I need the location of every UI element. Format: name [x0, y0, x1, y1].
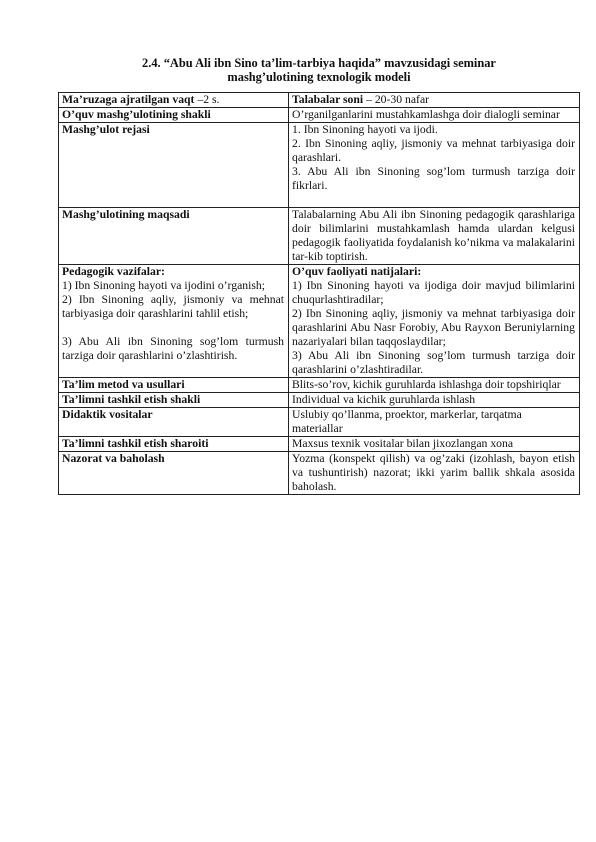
page-title — [58, 56, 580, 84]
row-value: Yozma (konspekt qilish) va og’zaki (izohlash, bayon etish va tushuntirish) nazorat; ikki yarim ballik shkala asosida baholash. — [289, 452, 580, 495]
list-item: 3) Abu Ali ibn Sinoning sog’lom turmush tarziga doir qarashlarini o’zlashtirish. — [62, 335, 284, 362]
table-row — [59, 393, 580, 408]
tasks-heading: Pedagogik vazifalar: — [62, 265, 165, 278]
spacer — [62, 321, 284, 335]
row-value: Uslubiy qo’llanma, proektor, markerlar, tarqatma materiallar — [289, 408, 580, 437]
table-row — [59, 123, 580, 208]
row-label: Nazorat va baholash — [59, 452, 289, 495]
time-value: –2 s. — [194, 93, 220, 106]
list-item: 2) Ibn Sinoning aqliy, jismoniy va mehnat tarbiyasiga doir qarashlarini tahlil etish; — [62, 293, 284, 320]
row-label: Mashg’ulot rejasi — [59, 123, 289, 208]
title-line-1: 2.4. “Abu Ali ibn Sino ta’lim-tarbiya haqida” mavzusidagi seminar — [142, 56, 496, 70]
list-item: 3) Abu Ali ibn Sinoning sog’lom turmush tarziga doir qarashlarini o’zlashtiradilar. — [292, 349, 575, 376]
table-row — [59, 452, 580, 495]
lesson-model-table — [58, 92, 580, 495]
list-item: 2. Ibn Sinoning aqliy, jismoniy va mehnat tarbiyasiga doir qarashlari. — [292, 137, 575, 164]
row-value: Maxsus texnik vositalar bilan jixozlangan xona — [289, 437, 580, 452]
table-row — [59, 108, 580, 123]
row-label: Ta’limni tashkil etish shakli — [59, 393, 289, 408]
title-line-2: mashg’ulotining texnologik modeli — [227, 70, 411, 84]
list-item: 3. Abu Ali ibn Sinoning sog’lom turmush tarziga doir fikrlari. — [292, 165, 575, 192]
list-item: 2) Ibn Sinoning aqliy, jismoniy va mehnat tarbiyasiga doir qarashlarini Abu Nasr Forobiy, Abu Rayxon Beruniylarning nazariyalari bilan taqqoslaydilar; — [292, 307, 575, 348]
row-label: Mashg’ulotining maqsadi — [59, 208, 289, 265]
table-row — [59, 208, 580, 265]
table-row — [59, 265, 580, 378]
row-label: Ta’limni tashkil etish sharoiti — [59, 437, 289, 452]
table-row — [59, 93, 580, 108]
plan-list — [289, 123, 580, 208]
tasks-cell — [59, 265, 289, 378]
row-value: Talabalarning Abu Ali ibn Sinoning pedagogik qarashlariga doir bilimlarini mustahkamlash hamda ulardan kelgusi pedagogik faoliyatida foydalanish ko’nikma va malakalarini tar-kib toptirish. — [289, 208, 580, 265]
table-cell — [289, 93, 580, 108]
table-cell — [59, 93, 289, 108]
row-label: O’quv mashg’ulotining shakli — [59, 108, 289, 123]
row-label: Ta’lim metod va usullari — [59, 378, 289, 393]
table-row — [59, 408, 580, 437]
list-item: 1) Ibn Sinoning hayoti va ijodiga doir mavjud bilimlarini chuqurlashtiradilar; — [292, 279, 575, 306]
students-value: – 20-30 nafar — [363, 93, 430, 106]
row-label: Didaktik vositalar — [59, 408, 289, 437]
table-row — [59, 437, 580, 452]
results-heading: O’quv faoliyati natijalari: — [292, 265, 422, 278]
list-item: 1) Ibn Sinoning hayoti va ijodini o’rganish; — [62, 279, 266, 292]
students-label: Talabalar soni — [292, 93, 364, 106]
time-label: Ma’ruzaga ajratilgan vaqt — [62, 93, 195, 106]
results-cell — [289, 265, 580, 378]
table-row — [59, 378, 580, 393]
row-value: Individual va kichik guruhlarda ishlash — [289, 393, 580, 408]
row-value: O’rganilganlarini mustahkamlashga doir dialogli seminar — [289, 108, 580, 123]
row-value: Blits-so’rov, kichik guruhlarda ishlashga doir topshiriqlar — [289, 378, 580, 393]
list-item: 1. Ibn Sinoning hayoti va ijodi. — [292, 123, 438, 136]
